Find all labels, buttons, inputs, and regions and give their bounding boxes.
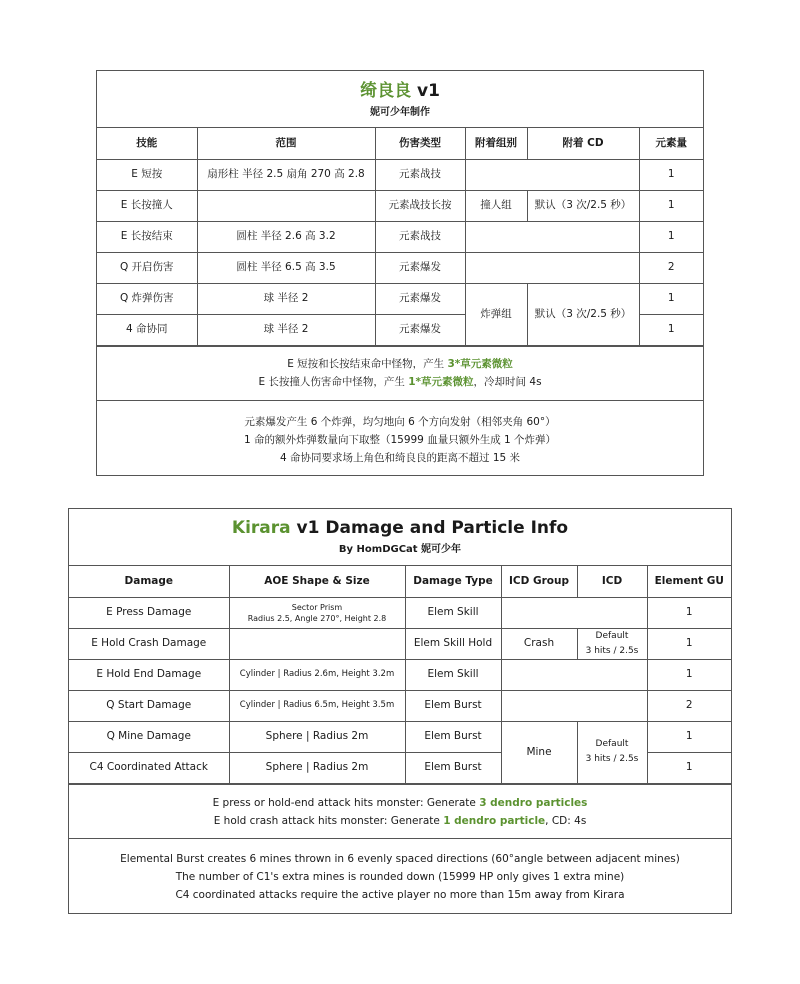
cell-icd-group: Crash	[501, 628, 577, 659]
cell-icd-group: 炸弹组	[465, 283, 527, 345]
icd-line-1: Default	[595, 630, 629, 641]
aoe-line-2: Radius 2.5, Angle 270°, Height 2.8	[247, 613, 387, 623]
particle-note-line-2	[97, 373, 703, 391]
particle-note-line-1	[69, 794, 731, 812]
burst-note-line-1: 元素爆发产生 6 个炸弹，均匀地向 6 个方向发射（相邻夹角 60°）	[244, 415, 556, 428]
cell-damage-type: Elem Burst	[405, 690, 501, 721]
cell-icd-empty	[465, 252, 639, 283]
page-title-en	[69, 517, 731, 539]
cell-range: 球 半径 2	[197, 283, 375, 314]
cell-skill: 4 命协同	[97, 314, 197, 345]
cell-skill: E 长按结束	[97, 221, 197, 252]
cell-damage-type: Elem Skill	[405, 659, 501, 690]
table-row	[97, 252, 703, 283]
icd-line-2: 3 hits / 2.5s	[585, 645, 639, 656]
subtitle-cn: 妮可少年制作	[370, 107, 430, 118]
cell-icd	[577, 721, 647, 783]
table-row	[69, 628, 731, 659]
cell-skill: E 短按	[97, 159, 197, 190]
cell-skill: E 长按撞人	[97, 190, 197, 221]
note-text: E 短按和长按结束命中怪物，产生	[287, 357, 448, 370]
cell-gu: 1	[647, 752, 731, 783]
icd-line-1: Default	[595, 739, 629, 749]
particle-note-line-1	[97, 355, 703, 373]
cell-gu: 1	[639, 190, 703, 221]
cell-icd-empty	[465, 159, 639, 190]
cell-range	[197, 190, 375, 221]
cell-gu: 1	[647, 628, 731, 659]
cell-range: 圆柱 半径 6.5 高 3.5	[197, 252, 375, 283]
cell-gu: 1	[639, 283, 703, 314]
header-damage-type: Damage Type	[405, 566, 501, 597]
header-icd-group: ICD Group	[501, 566, 577, 597]
skill-table-en	[69, 566, 731, 784]
cell-icd	[577, 628, 647, 659]
cell-damage-type: Elem Skill	[405, 597, 501, 628]
cell-damage-type: Elem Burst	[405, 721, 501, 752]
table-row	[69, 721, 731, 752]
table-row	[69, 597, 731, 628]
title-rest-en: v1 Damage and Particle Info	[290, 518, 569, 538]
kirara-table-cn	[96, 70, 704, 476]
cell-icd: 默认（3 次/2.5 秒）	[527, 190, 639, 221]
cell-damage-type: 元素战技	[375, 159, 465, 190]
cell-icd-group: Mine	[501, 721, 577, 783]
cell-icd-empty	[501, 597, 647, 628]
note-text: ，冷却时间 4s	[473, 375, 542, 388]
particle-note-line-2	[69, 812, 731, 830]
cell-damage-type: 元素爆发	[375, 283, 465, 314]
cell-skill: Q 炸弹伤害	[97, 283, 197, 314]
cell-aoe	[229, 597, 405, 628]
title-version-cn: v1	[411, 81, 440, 101]
cell-icd-empty	[501, 659, 647, 690]
cell-damage-type: Elem Skill Hold	[405, 628, 501, 659]
cell-icd-group: 撞人组	[465, 190, 527, 221]
title-name-en: Kirara	[231, 518, 291, 538]
table-row	[97, 159, 703, 190]
header-aoe: AOE Shape & Size	[229, 566, 405, 597]
table-row	[97, 190, 703, 221]
cell-damage-type: Elem Burst	[405, 752, 501, 783]
cell-skill: E Press Damage	[69, 597, 229, 628]
header-icd: 附着 CD	[527, 128, 639, 159]
note-highlight: 1 dendro particle	[443, 814, 546, 827]
burst-note-en	[69, 838, 731, 904]
note-highlight: 3 dendro particles	[479, 796, 588, 809]
cell-range: 圆柱 半径 2.6 高 3.2	[197, 221, 375, 252]
table-row	[69, 659, 731, 690]
title-name-cn: 绮良良	[360, 81, 412, 101]
table-header-row	[69, 566, 731, 597]
cell-aoe: Cylinder | Radius 6.5m, Height 3.5m	[229, 690, 405, 721]
table-row	[97, 221, 703, 252]
cell-skill: Q Mine Damage	[69, 721, 229, 752]
header-element-gu: Element GU	[647, 566, 731, 597]
cell-skill: E Hold Crash Damage	[69, 628, 229, 659]
header-icd: ICD	[577, 566, 647, 597]
cell-range: 扇形柱 半径 2.5 扇角 270 高 2.8	[197, 159, 375, 190]
cell-damage-type: 元素战技	[375, 221, 465, 252]
note-text: , CD: 4s	[545, 814, 587, 827]
burst-note-line-2: The number of C1's extra mines is rounded down (15999 HP only gives 1 extra mine)	[175, 870, 625, 883]
header-damage: Damage	[69, 566, 229, 597]
page-title-cn	[97, 80, 703, 102]
table-row	[69, 690, 731, 721]
cell-icd-empty	[501, 690, 647, 721]
cell-gu: 1	[647, 659, 731, 690]
particle-note-en	[69, 784, 731, 838]
cell-gu: 1	[639, 221, 703, 252]
table-header-row	[97, 128, 703, 159]
note-text: E 长按撞人伤害命中怪物，产生	[258, 375, 409, 388]
skill-table-cn	[97, 128, 703, 346]
cell-aoe	[229, 628, 405, 659]
cell-aoe: Sphere | Radius 2m	[229, 752, 405, 783]
cell-gu: 1	[647, 721, 731, 752]
particle-note-cn	[97, 346, 703, 400]
cell-icd: 默认（3 次/2.5 秒）	[527, 283, 639, 345]
icd-line-2: 3 hits / 2.5s	[585, 754, 639, 764]
cell-gu: 1	[647, 597, 731, 628]
header-damage-type: 伤害类型	[375, 128, 465, 159]
burst-note-line-3: C4 coordinated attacks require the active player no more than 15m away from Kirara	[175, 888, 625, 901]
title-block-en	[69, 509, 731, 566]
cell-range: 球 半径 2	[197, 314, 375, 345]
header-range: 范围	[197, 128, 375, 159]
header-skill: 技能	[97, 128, 197, 159]
title-block-cn	[97, 71, 703, 128]
burst-note-line-3: 4 命协同要求场上角色和绮良良的距离不超过 15 米	[279, 451, 521, 464]
cell-icd-empty	[465, 221, 639, 252]
table-row	[97, 283, 703, 314]
note-highlight: 3*草元素微粒	[447, 357, 513, 370]
subtitle-en: By HomDGCat 妮可少年	[338, 544, 462, 555]
cell-damage-type: 元素爆发	[375, 252, 465, 283]
cell-gu: 1	[639, 159, 703, 190]
cell-skill: E Hold End Damage	[69, 659, 229, 690]
note-text: E press or hold-end attack hits monster: Generate	[212, 796, 480, 809]
cell-gu: 2	[647, 690, 731, 721]
header-element-gu: 元素量	[639, 128, 703, 159]
aoe-line-1: Sector Prism	[291, 602, 343, 612]
cell-aoe: Cylinder | Radius 2.6m, Height 3.2m	[229, 659, 405, 690]
note-highlight: 1*草元素微粒	[408, 375, 474, 388]
kirara-table-en	[68, 508, 732, 914]
cell-skill: Q 开启伤害	[97, 252, 197, 283]
header-icd-group: 附着组别	[465, 128, 527, 159]
cell-skill: Q Start Damage	[69, 690, 229, 721]
burst-note-line-2: 1 命的额外炸弹数量向下取整（15999 血量只额外生成 1 个炸弹）	[243, 433, 557, 446]
cell-aoe: Sphere | Radius 2m	[229, 721, 405, 752]
note-text: E hold crash attack hits monster: Generate	[213, 814, 444, 827]
cell-skill: C4 Coordinated Attack	[69, 752, 229, 783]
cell-gu: 1	[639, 314, 703, 345]
burst-note-cn	[97, 400, 703, 476]
cell-damage-type: 元素战技长按	[375, 190, 465, 221]
burst-note-line-1: Elemental Burst creates 6 mines thrown in 6 evenly spaced directions (60°angle between adjacent mines)	[120, 852, 680, 865]
cell-gu: 2	[639, 252, 703, 283]
cell-damage-type: 元素爆发	[375, 314, 465, 345]
